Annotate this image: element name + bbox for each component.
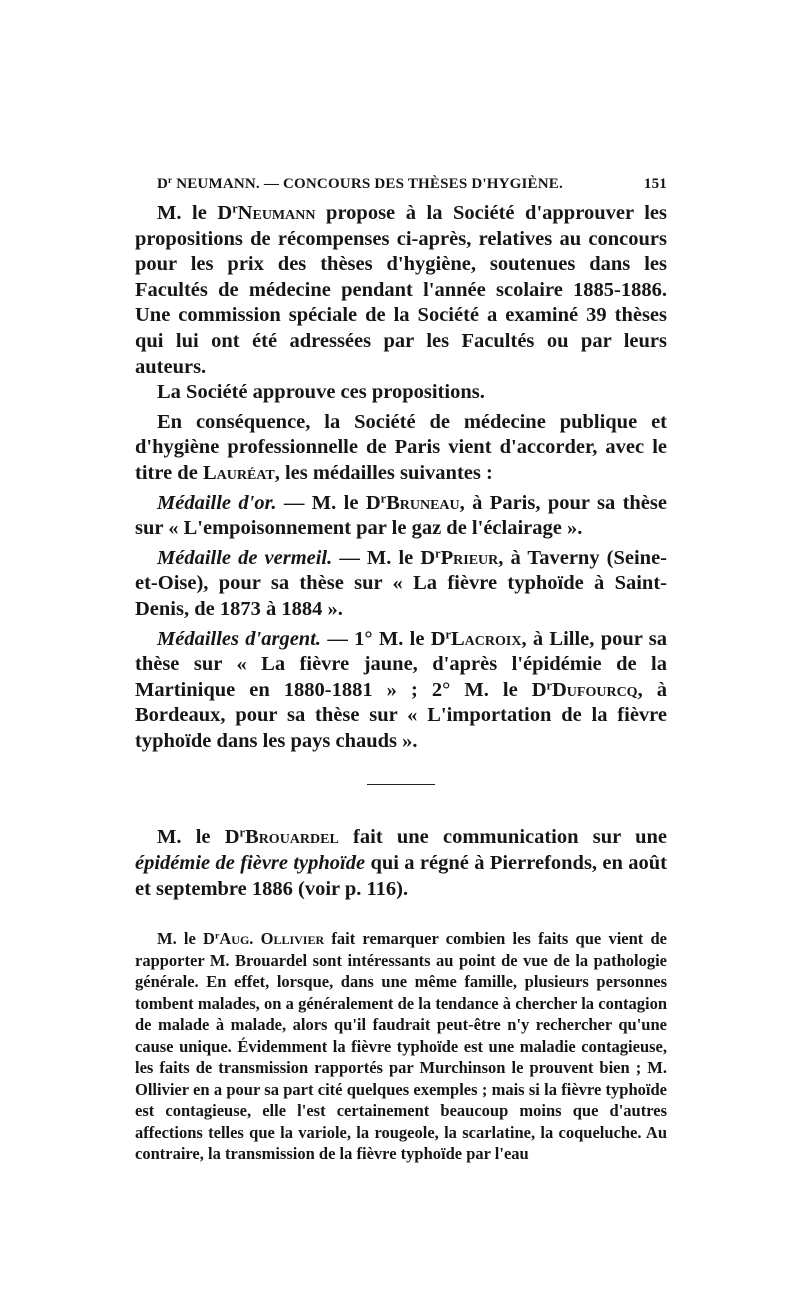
- paragraph-ollivier: M. le $D^rAug$. Ollivier fait remarquer combien les faits que vient de rapporter M. Brouardel sont intéressants au point de vue de la pathologie générale. En effet, lorsque, dans une même famille, plusieurs personnes tombent malades, on a généralement de la tendance à chercher la contagion de malade à malade, alors qu'il faudrait peut-être n'y rechercher qu'une cause unique. Évidemment la fièvre typhoïde est une maladie contagieuse, les faits de transmission rapportés par Murchinson le prouvent bien ; M. Ollivier en a pour sa part cité quelques exemples ; mais si la fièvre typhoïde est contagieuse, elle l'est certainement beaucoup moins que d'autres affections telles que la variole, la rougeole, la scarlatine, la coqueluche. Au contraire, la transmission de la fièvre typhoïde par l'eau: [135, 929, 667, 1164]
- paragraph-consequence: En conséquence, la Société de médecine publique et d'hygiène professionnelle de Paris vient d'accorder, avec le titre de Lauréat, les médailles suivantes :: [135, 410, 667, 484]
- paragraph-brouardel: M. le $D^rBrouardel$ fait une communication sur une épidémie de fièvre typhoïde qui a régné à Pierrefonds, en août et septembre 1886 (voir p. 116).: [135, 825, 668, 900]
- section-divider: [367, 784, 435, 785]
- running-head: [135, 176, 667, 193]
- paragraph-medaille-or: Médaille d'or. — M. le $D^rBruneau$, à Paris, pour sa thèse sur « L'empoisonnement par le gaz de l'éclairage ».: [135, 490, 667, 540]
- paragraph-neumann-proposal: M. le $D^rNeumann$ propose à la Société d'approuver les propositions de récompenses ci-après, relatives au concours pour les prix des thèses d'hygiène, soutenues dans les Facultés de médecine pendant l'année scolaire 1885-1886. Une commission spéciale de la Société a examiné 39 thèses qui lui ont été adressées par les Facultés ou par leurs auteurs.: [135, 201, 667, 378]
- paragraph-medaille-vermeil: Médaille de vermeil. — M. le $D^rPrieur$, à Taverny (Seine-et-Oise), pour sa thèse sur « La fièvre typhoïde à Saint-Denis, de 1873 à 1884 ».: [135, 545, 667, 620]
- page-number: 151: [643, 176, 667, 192]
- page: [135, 176, 667, 1165]
- paragraph-medailles-argent: Médailles d'argent. — 1° M. le $D^rLacroix$, à Lille, pour sa thèse sur « La fièvre jaune, d'après l'épidémie de la Martinique en 1880-1881 » ; 2° M. le $D^rDufourcq$, à Bordeaux, pour sa thèse sur « L'importation de la fièvre typhoïde dans les pays chauds ».: [135, 626, 667, 752]
- paragraph-approval: La Société approuve ces propositions.: [157, 381, 485, 404]
- running-head-title: $D^r$ NEUMANN. — CONCOURS DES THÈSES D'HYGIÈNE.: [157, 175, 563, 192]
